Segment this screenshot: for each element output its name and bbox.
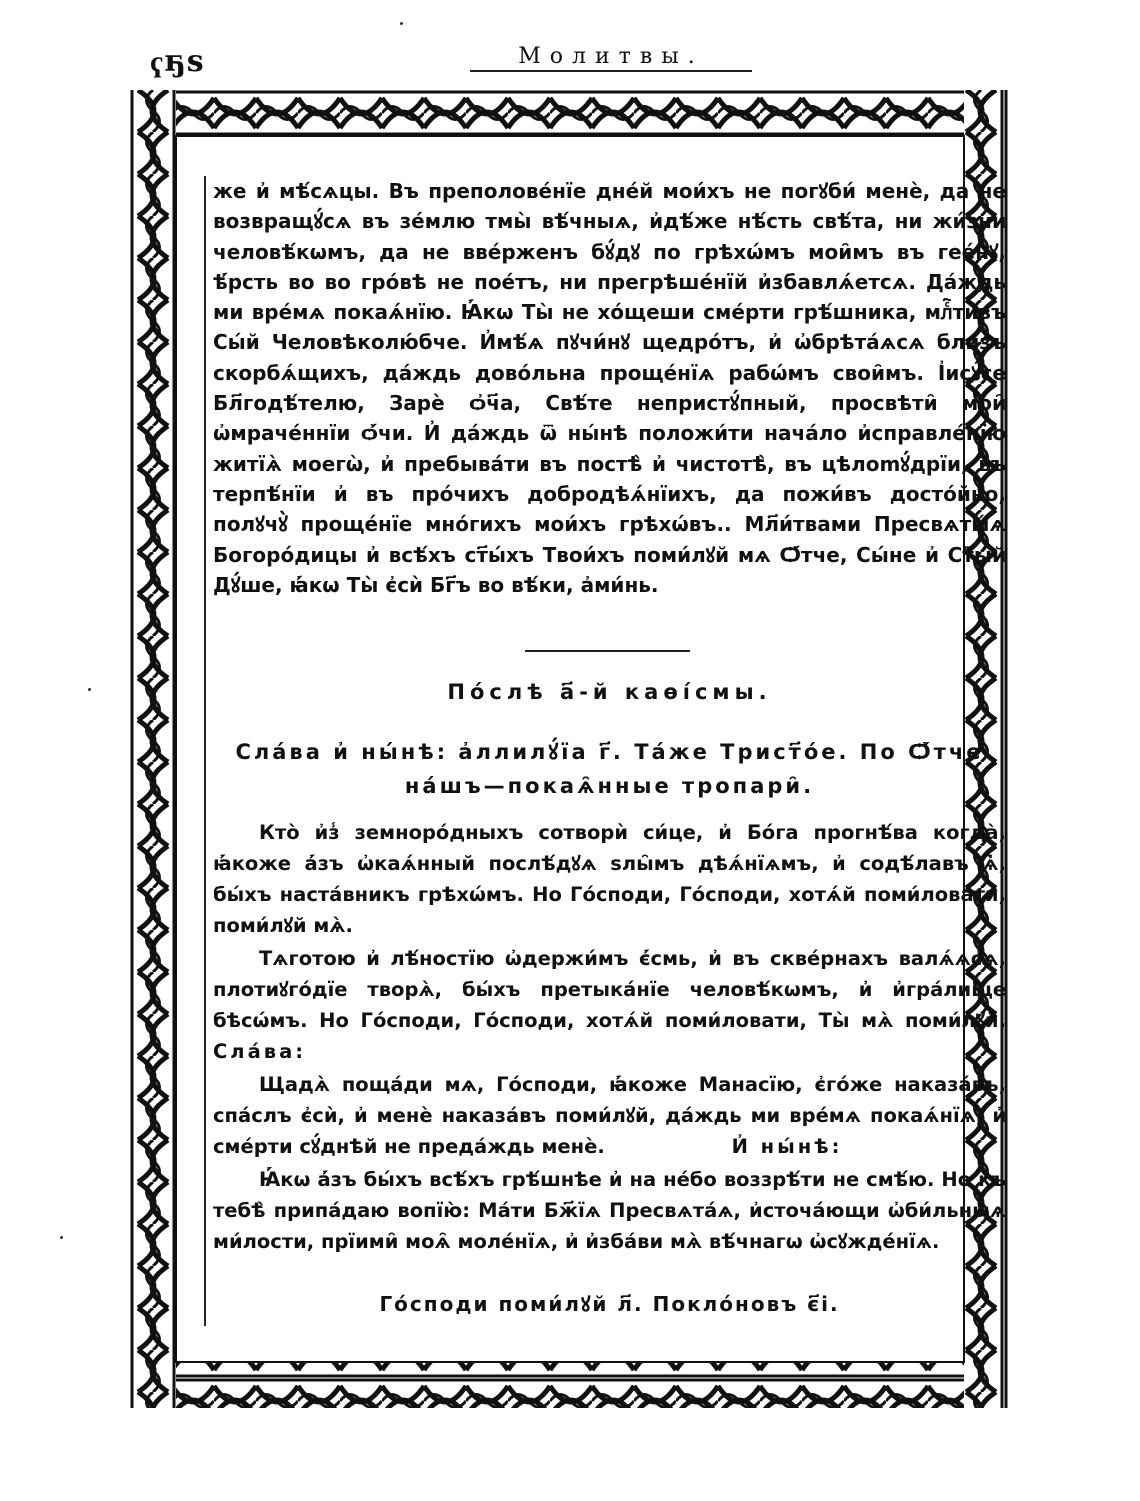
header-rule — [470, 70, 752, 72]
border-left — [130, 90, 176, 1408]
troparia-list — [213, 817, 1006, 1259]
rubric: Сла́ва и҆ ны́нѣ: а҆ллилꙋ́їа г҃. Та́же Трист҃о́е. По Ѻ҆́тче на́шъ—покаѧ̑нные тропари̑. — [235, 740, 984, 798]
troparion-3 — [213, 1069, 1006, 1162]
closing-rubric: Го́споди поми́лꙋй л҃. Покло́новъ є҃і. — [379, 1292, 840, 1316]
running-title: Молитвы. — [518, 44, 704, 69]
troparion-4: Ꙗ҆́кѡ а҆́зъ бы́хъ всѣ́хъ грѣ́шнѣе и҆ на не́бо воззрѣ́ти не смѣ́ю. Но къ тебѣ̀ припа́даю вопїю̀: Ма́ти Бж҃їѧ Пресвѧта́ѧ, и҆сточа́ющи ѡ҆би́льныѧ ми́лости, прїими̑ моѧ̑ моле́нїѧ, и҆ и҆зба́ви мѧ̀ вѣ́чнагѡ ѡ҆сꙋжде́нїѧ. — [213, 1168, 1006, 1253]
troparion-2-tail: Сла́ва: — [213, 1040, 307, 1063]
print-speck — [60, 1236, 63, 1239]
troparion-3-text: Щадѧ̀ поща́ди мѧ, Го́споди, ꙗ҆́коже Манасїю, є҆го́же наказа́въ, спа́слъ є҆сѝ, и҆ менѐ наказа́въ поми́лꙋй, да́ждь ми вре́мѧ покаѧ́нїѧ, и҆ сме́рти сꙋ́днѣй не преда́ждь менѐ. — [213, 1073, 1006, 1158]
border-top — [130, 90, 1010, 136]
text-column-rule — [204, 176, 206, 1326]
print-speck — [400, 22, 403, 25]
section-divider — [525, 650, 690, 652]
continuation-prayer-text: же и҆ мѣ́сѧцы. Въ преполове́нїе дне́й мои́хъ не погꙋби́ менѐ, да не возвращꙋ́сѧ въ зе́млю тмы̀ вѣ́чныѧ, и҆дѣ́же нѣ́сть свѣ́та, ни жи́зни человѣ́кѡмъ, да не вве́рженъ бꙋ́дꙋ по грѣхѡ́мъ мои̑мъ въ гее́нꙋ, ѣ҆́рсть во во гро́вѣ не пое́тъ, ни прегрѣше́нїй и҆збавлѧ́етсѧ. Да́ждь ми вре́мѧ покаѧ́нїю. Ꙗ҆́кѡ Ты̀ не хо́щеши сме́рти грѣ́шника, млⷭ҇ти́въ Сы́й Человѣколю́бче. И҆мѣ́ѧ пꙋчи́нꙋ щедро́тъ, и҆ ѡ҆брѣта́ѧсѧ бли́зъ скорбѧ́щихъ, да́ждь дово́льна проще́нїѧ рабѡ́мъ свои̑мъ. І҆исꙋ́се Бл҃годѣ́телю, Зарѐ ѻ҆ч҃а, Свѣ́те непристꙋ́пный, просвѣти̑ мои̑ ѡ҆мраче́ннїи ѻ҆́чи. И҆ да́ждь ѿ ны́нѣ положи́ти нача́ло и҆справле́нїю житїѧ̀ моегѡ̀, и҆ пребыва́ти въ постѣ̀ и҆ чистотѣ̀, въ цѣлomꙋ́дрїи, въ терпѣ́нїи и҆ въ про́чихъ добродѣѧ́нїихъ, да пожи́въ досто́йно, полꙋчꙋ̀ проще́нїе мно́гихъ мои́хъ грѣхѡ́въ.. Мл҃и́твами Пресвѧты́ѧ Богоро́дицы и҆ всѣ́хъ ст҃ы́хъ Твои́хъ поми́лꙋй мѧ Ѻ҆́тче, Сы́не и҆ Ст҃ы́й Дꙋ́ше, ꙗ҆́кѡ Ты̀ є҆сѝ Бг҃ъ во вѣ́ки, а҆ми́нь. — [213, 179, 1006, 597]
page-number: ҁҕѕ — [150, 44, 205, 79]
troparion-1: Кто̀ и҆з̾ земноро́дныхъ сотворѝ си́це, и҆ Бо́га прогнѣ́ва когда̀, ꙗ҆́коже а҆́зъ ѡ҆каѧ́нный послѣ́дꙋѧ ѕлы̑мъ дѣѧ́нїѧмъ, и҆ содѣ́лавъ ѧ҆̀, бы́хъ наста́вникъ грѣхѡ́мъ. Но Го́споди, Го́споди, хотѧ́й поми́ловати, поми́лꙋй мѧ̀. — [213, 821, 1006, 937]
border-bottom — [130, 1362, 1010, 1408]
section-heading: По́слѣ а҃-й каѳі́смы. — [447, 680, 772, 704]
troparion-2-text: Тѧготою и҆ лѣ́ностїю ѡ҆держи́мъ є҆́смь, и҆ въ скве́рнахъ валѧ́ѧсѧ, плотиꙋго́дїе творѧ̀, бы́хъ претыка́нїе человѣ́кѡмъ, и҆ и҆гра́лище бѣсѡ́мъ. Но Го́споди, Го́споди, хотѧ́й поми́ловати, Ты̀ мѧ̀ поми́лꙋй. — [213, 947, 1006, 1032]
print-speck — [88, 688, 91, 691]
troparion-2 — [213, 943, 1006, 1067]
troparion-3-tail: И҆ ны́нѣ: — [731, 1135, 843, 1158]
